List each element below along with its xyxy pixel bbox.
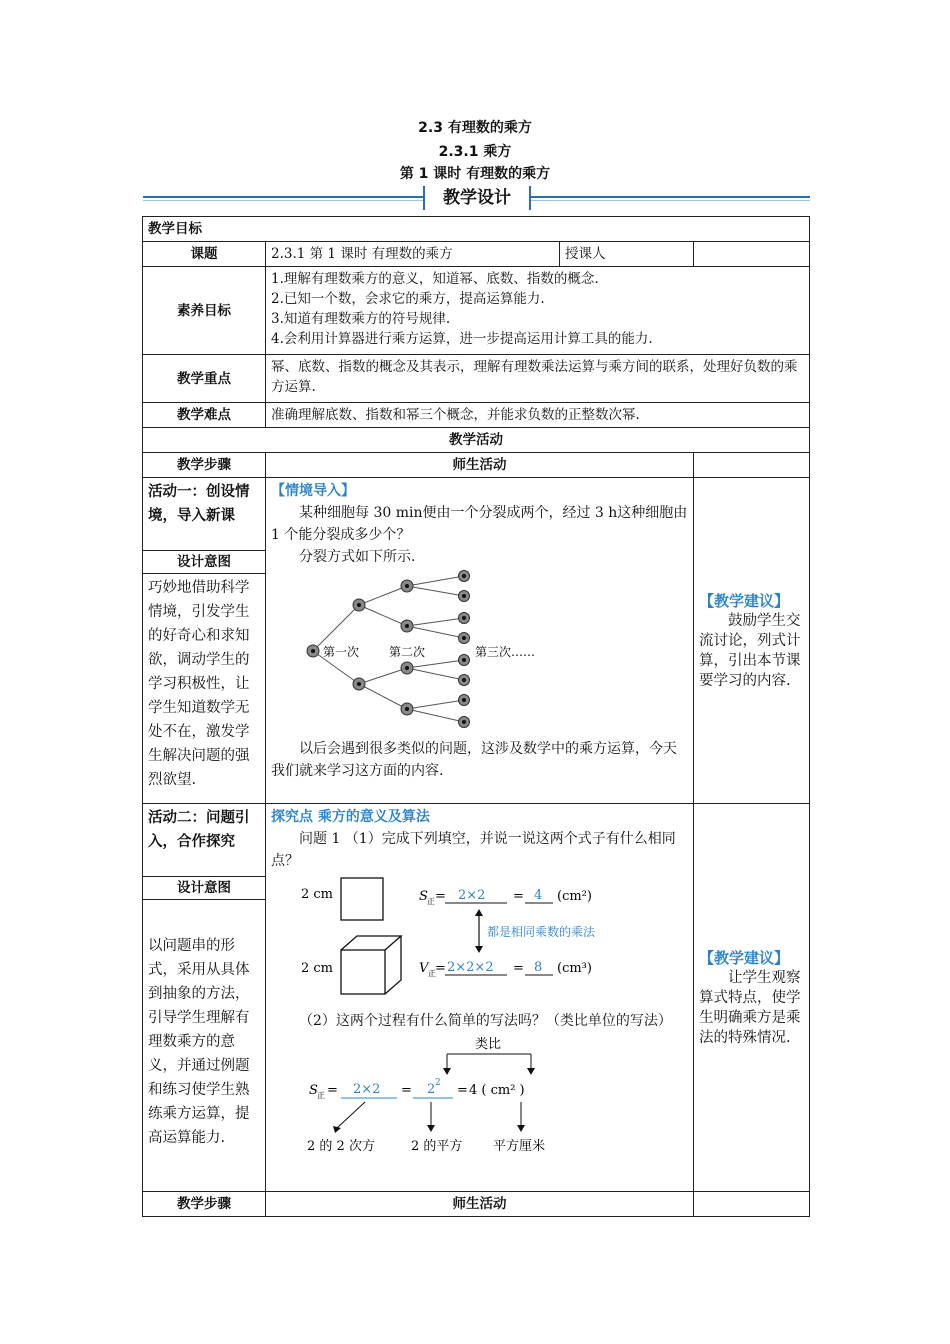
power-note-3: 平方厘米 <box>493 1139 546 1154</box>
power-note-1: 2 的 2 次方 <box>307 1139 375 1154</box>
volume-value: 8 <box>534 960 543 975</box>
activity1-suggestion-text: 鼓励学生交流讨论，列式计算，引出本节课要学习的内容. <box>699 612 801 689</box>
activity1-p1: 某种细胞每 30 min便由一个分裂成两个，经过 3 h这种细胞由 1 个能分裂成多少个？ <box>271 505 688 543</box>
topic-value: 2.3.1 第 1 课时 有理数的乘方 <box>266 242 560 267</box>
doc-subtitle: 2.3.1 乘方 <box>438 144 512 160</box>
activity2-suggestion-title: 【教学建议】 <box>699 948 790 967</box>
area-unit: (cm²) <box>557 889 592 904</box>
activity1-p3: 以后会遇到很多类似的问题，这涉及数学中的乘方运算，今天我们就来学习这方面的内容. <box>271 741 677 779</box>
activity2-suggestion <box>694 804 810 1192</box>
activity2-suggestion-text: 让学生观察算式特点，使学生明确乘方是乘法的特殊情况. <box>699 969 801 1046</box>
svg-text:=: = <box>435 961 446 976</box>
activity1-side <box>143 478 266 804</box>
teacher-value <box>694 242 810 267</box>
activities-header: 教学活动 <box>143 428 810 453</box>
teacher-label: 授课人 <box>560 242 694 267</box>
difficulty-value: 准确理解底数、指数和幂三个概念，并能求负数的正整数次幂. <box>266 403 810 428</box>
key-value: 幂、底数、指数的概念及其表示，理解有理数乘法运算与乘方间的联系，处理好负数的乘方运算. <box>266 355 810 403</box>
svg-text:=: = <box>513 889 524 904</box>
cube-shape <box>341 936 401 994</box>
literacy-list <box>266 267 810 355</box>
activity1-suggestion <box>694 478 810 804</box>
power-area-sub: 正 <box>317 1091 325 1100</box>
topic-label: 课题 <box>143 242 266 267</box>
square-shape <box>341 878 383 920</box>
power-result: 4 ( cm² ) <box>469 1083 525 1098</box>
key-label: 教学重点 <box>143 355 266 403</box>
activity2-content <box>266 804 694 1192</box>
tree-label-first: 第一次 <box>323 645 360 659</box>
literacy-item: 3.知道有理数乘方的符号规律. <box>271 311 451 327</box>
cell-division-tree <box>301 570 561 736</box>
section-banner <box>143 186 810 212</box>
activity2-side <box>143 804 266 1192</box>
activity2-q2: （2）这两个过程有什么简单的写法吗？（类比单位的写法） <box>299 1013 672 1029</box>
literacy-item: 2.已知一个数，会求它的乘方，提高运算能力. <box>271 291 545 307</box>
svg-text:=: = <box>401 1083 412 1098</box>
volume-unit: (cm³) <box>557 961 592 976</box>
activity1-p2: 分裂方式如下所示. <box>299 549 416 565</box>
area-volume-figure <box>301 876 631 1004</box>
doc-title: 2.3 有理数的乘方 <box>418 120 532 136</box>
power-base: 2 <box>427 1082 436 1097</box>
steps-label: 教学步骤 <box>143 453 266 478</box>
goals-header: 教学目标 <box>143 217 810 242</box>
power-area-symbol: S <box>309 1083 318 1098</box>
svg-text:=: = <box>327 1083 338 1098</box>
power-expression: 2×2 <box>353 1082 381 1097</box>
svg-text:=: = <box>457 1083 468 1098</box>
area-value: 4 <box>534 888 543 903</box>
area-symbol-sub: 正 <box>427 897 435 906</box>
activity1-design-text: 巧妙地借助科学情境，引发学生的好奇心和求知欲，调动学生的学习积极性，让学生知道数学无处不在，激发学生解决问题的强烈欲望. <box>148 580 250 788</box>
volume-expression: 2×2×2 <box>447 960 494 975</box>
analogy-label: 类比 <box>475 1037 502 1052</box>
footer-steps-label: 教学步骤 <box>143 1192 266 1217</box>
same-factor-note: 都是相同乘数的乘法 <box>487 925 596 939</box>
power-note-2: 2 的平方 <box>411 1139 463 1154</box>
volume-symbol-sub: 正 <box>428 969 436 978</box>
literacy-item: 1.理解有理数乘方的意义，知道幂、底数、指数的概念. <box>271 271 599 287</box>
power-exponent: 2 <box>435 1078 441 1088</box>
activity2-design-text: 以问题串的形式，采用从具体到抽象的方法，引导学生理解有理数乘方的意义，并通过例题和练习使学生熟练乘方运算，提高运算能力. <box>148 938 250 1146</box>
svg-text:=: = <box>513 961 524 976</box>
svg-text:=: = <box>435 889 446 904</box>
activity1-section-title: 【情境导入】 <box>271 483 355 499</box>
teacher-student-label: 师生活动 <box>266 453 694 478</box>
activity1-title: 活动一：创设情境，导入新课 <box>148 484 250 524</box>
activity2-title: 活动二：问题引入，合作探究 <box>148 810 250 850</box>
area-expression: 2×2 <box>458 888 486 903</box>
activity2-q1: 问题 1 （1）完成下列填空，并说一说这两个式子有什么相同点？ <box>271 831 676 869</box>
tree-label-third: 第三次…… <box>475 645 536 659</box>
square-side-label: 2 cm <box>301 887 334 902</box>
power-notation-figure <box>301 1036 631 1164</box>
activity2-section-title: 探究点 乘方的意义及算法 <box>271 809 430 825</box>
activity2-design-label: 设计意图 <box>143 876 265 900</box>
cube-side-label: 2 cm <box>301 961 334 976</box>
literacy-item: 4.会利用计算器进行乘方运算，进一步提高运用计算工具的能力. <box>271 331 653 347</box>
activity1-suggestion-title: 【教学建议】 <box>699 591 790 610</box>
banner-label: 教学设计 <box>423 186 531 210</box>
area-symbol: S <box>419 889 428 904</box>
difficulty-label: 教学难点 <box>143 403 266 428</box>
lesson-title: 第 1 课时 有理数的乘方 <box>399 166 551 182</box>
activity1-content <box>266 478 694 804</box>
volume-symbol: V <box>419 961 429 976</box>
activity1-design-label: 设计意图 <box>143 550 265 574</box>
tree-label-second: 第二次 <box>389 645 426 659</box>
literacy-label: 素养目标 <box>143 267 266 355</box>
lesson-plan-table <box>142 216 810 1217</box>
footer-activity-label: 师生活动 <box>266 1192 694 1217</box>
